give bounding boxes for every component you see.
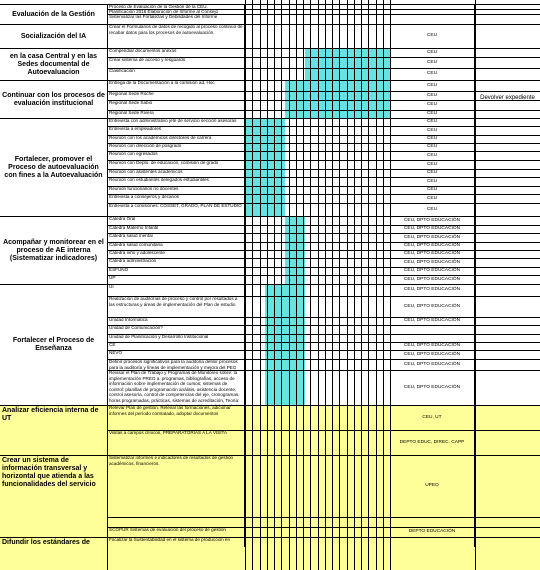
responsible-cell: UPEO [390,455,475,517]
group-label: Fortalecer el Proceso de Enseñanza [0,284,108,405]
responsible-cell: CEU [390,169,475,177]
activity-cell: Entrevista a comisiones: COSSET, GRADO, PLAN DE ESTUDIO [108,203,245,216]
group-label: Acompañar y monitorear en el proceso de AE interna (Sistematizar indicadores) [0,216,108,284]
timeline-gridline [281,0,282,570]
timeline-fill [265,342,305,350]
timeline-fill [285,225,305,233]
activity-cell: ESFUNO [108,267,245,275]
timeline-fill [285,242,305,250]
responsible-cell: CEU [390,68,475,80]
responsible-cell: CEU, DPTO EDUCACIÓN [390,242,475,250]
timeline-fill [245,143,285,151]
group-label: Analizar eficiencia interna de UT [0,405,108,455]
responsible-cell: CEU, DPTO EDUCACIÓN [390,370,475,405]
timeline-gridline [252,0,253,570]
activity-cell: Clasificación [108,68,245,80]
timeline-fill [285,216,305,225]
activity-cell: Relevar Plan de gestión. Relevar las formaciones, adicionar informes del período contratado, adoptar documentos [108,405,245,430]
timeline-gridline [289,0,290,570]
timeline-gridline [245,0,246,570]
responsible-cell: CEU, DPTO EDUCACIÓN [390,284,475,296]
timeline-fill [245,186,285,194]
timeline-gridline [296,0,297,570]
activity-cell: Cátedra niño y adolescente [108,250,245,258]
group-label: Evaluación de la Gestión [0,4,108,24]
activity-cell: Focalizar la Sustentabilidad en el sistema de producción en [108,537,245,547]
activity-cell: Reunión con dirección de posgrado [108,143,245,151]
timeline-fill [245,160,285,169]
timeline-fill [245,118,285,126]
timeline-gridline [274,0,275,570]
timeline-fill [245,194,285,203]
responsible-cell: CEU [390,143,475,151]
group-label: Socialización del IA [0,24,108,48]
activity-cell: Unidad de Comunicación? [108,325,245,334]
responsible-cell: DEPTO EDUCACIÓN [390,527,475,537]
responsible-cell: CEU [390,126,475,135]
responsible-cell [390,325,475,334]
timeline-fill [265,284,305,296]
responsible-cell: CEU, DPTO EDUCACIÓN [390,359,475,370]
responsible-cell: CEU [390,135,475,143]
timeline-gridline [325,0,326,570]
timeline-fill [285,91,390,100]
activity-cell: Crear sistema de acceso y resguardo [108,57,245,68]
responsible-cell: CEU [390,118,475,126]
timeline-fill [265,296,305,317]
timeline-gridline [260,0,261,570]
responsible-cell: CEU, DPTO EDUCACIÓN [390,250,475,258]
activity-cell: Planificación 2016 Elaboración de Informe al Consejo [108,9,245,14]
timeline-gridline [332,0,333,570]
responsible-cell: CEU [390,160,475,169]
timeline-gridline [318,0,319,570]
activity-cell: Proceso de Evaluación de la Gestión de la CEU. [108,4,245,9]
responsible-cell: CEU, DPTO EDUCACIÓN [390,267,475,275]
timeline-fill [265,359,305,370]
activity-cell: UP [108,275,245,284]
activity-cell: Reunión funcionarios no docentes [108,186,245,194]
activity-cell [108,517,245,527]
timeline-fill [285,233,305,242]
activity-cell: Entrevista a empleadores [108,126,245,135]
activity-cell: Revisar el Plan de Trabajo y Programas de Monitoreo sobre: la implementación PREG a. programas, bibliografías, acceso de información sobre implementación de cursos; sistemas de control: planillas de programación análisis, asistencia docente, control asesoría, control de competencias del eje, cronogramas, horas programadas, prácticas, sistemas de acreditación, Teoría: [108,370,245,405]
timeline-fill [285,258,305,267]
timeline-fill [285,267,305,275]
responsible-cell: CEU, DPTO EDUCACIÓN [390,258,475,267]
activity-cell: Unidad de Planificación y Desarrollo Institucional [108,334,245,342]
activity-cell: Reunión con asistentes académicos [108,169,245,177]
responsible-cell: DEPTO EDUC, DIREC. CAPP [390,430,475,455]
timeline-fill [245,126,285,135]
activity-cell: Cátedra salud comunitaria [108,242,245,250]
timeline-gridline [390,0,391,570]
timeline-gridline [383,0,384,570]
timeline-gridline [303,0,304,570]
responsible-cell: CEU [390,194,475,203]
responsible-cell [390,14,475,24]
activity-cell: Regional Sede Sabio [108,100,245,110]
timeline-fill [285,80,390,91]
timeline-gridline [376,0,377,570]
timeline-fill [285,100,390,110]
activity-cell: Unidad Informática [108,317,245,325]
responsible-cell [390,537,475,547]
activity-cell: Entrevista a consejeros y decanos [108,194,245,203]
responsible-cell: CEU [390,24,475,48]
activity-cell: Definir procesos significativos para la auditoría definir procesos para la auditoría y líneas de implementación y mejora del PEG [108,359,245,370]
responsible-cell: CEU, DPTO EDUCACIÓN [390,233,475,242]
timeline-gridline [361,0,362,570]
group-label: Fortalecer, promover el Proceso de autoevaluación con fines a la Autoevaluación [0,118,108,216]
responsible-cell: CEU, DPTO EDUCACIÓN [390,342,475,350]
activity-cell: UI [108,284,245,296]
timeline-fill [265,350,305,359]
timeline-fill [265,334,305,342]
timeline-fill [265,370,305,405]
timeline-fill [285,110,390,118]
responsible-cell: CEU [390,57,475,68]
responsible-cell: CEU, DPTO EDUCACIÓN [390,275,475,284]
activity-cell: Reunión con los académicos directores de carrera [108,135,245,143]
activity-cell: Reunión con estudiantes delegados estudiantiles [108,177,245,186]
responsible-cell: CEU, DPTO EDUCACIÓN [390,350,475,359]
responsible-cell: CEU, UT [390,405,475,430]
responsible-cell: CEU, DPTO EDUCACIÓN [390,225,475,233]
group-label: Difundir los estándares de [0,537,108,570]
activity-cell: Cátedra Materno Infantil [108,225,245,233]
timeline-gridline [310,0,311,570]
timeline-gridline [267,0,268,570]
group-label: en la casa Central y en las Sedes documental de Autoevaluacion [0,48,108,80]
timeline-fill [245,135,285,143]
activity-cell: Reunión con egresados [108,151,245,160]
table-border-line [475,0,476,570]
timeline-fill [245,203,285,216]
timeline-fill [265,325,305,334]
activity-cell: Sistematizar las Fortalezas y Debilidades del Informe [108,14,245,24]
responsible-cell: CEU [390,100,475,110]
timeline-gridline [347,0,348,570]
responsible-cell: CEU [390,177,475,186]
responsible-cell: CEU [390,203,475,216]
timeline-fill [245,177,285,186]
timeline-fill [245,151,285,160]
observation-cell: Devolver expediente [480,95,535,101]
timeline-fill [265,317,305,325]
activity-cell: Visitas a campos clínicos, PREPARATORIAS A LA VISITA [108,430,245,455]
group-label: Continuar con los procesos de evaluación institucional [0,80,108,118]
timeline-gridline [368,0,369,570]
activity-cell: Reunión con Depto. de educación, comisión de grado [108,160,245,169]
activity-cell: Cátedra Oral [108,216,245,225]
responsible-cell: CEU, DPTO EDUCACIÓN [390,317,475,325]
activity-cell: Entrevista con administrativo jefe de servicio sección asesoras [108,118,245,126]
responsible-cell: CEU [390,186,475,194]
activity-cell: NEVO [108,350,245,359]
timeline-gridline [339,0,340,570]
activity-cell: Cátedra salud mental [108,233,245,242]
activity-cell: Compendiar documentos anexos [108,48,245,57]
activity-cell: Crear el Formularios de datos de recogido al proceso continuo de recabar datos para los procesos de autoevaluación. [108,24,245,48]
responsible-cell: CEU [390,48,475,57]
timeline-gridline [354,0,355,570]
responsible-cell: CEU [390,110,475,118]
timeline-fill [245,169,285,177]
responsible-cell: CEU [390,91,475,100]
responsible-cell: CEU, DPTO EDUCACIÓN [390,216,475,225]
activity-cell: Entrega de la Documentación a la comisión ad. Hoc [108,80,245,91]
responsible-cell [390,334,475,342]
activity-cell: Cátedra administración [108,258,245,267]
group-label: Crear un sistema de información transversal y horizontal que atienda a las funcionalidades del servicio [0,455,108,537]
activity-cell: Regional Sede Roche [108,91,245,100]
responsible-cell: CEU, DPTO EDUCACIÓN [390,296,475,317]
activity-cell: Regional Sede Rivera [108,110,245,118]
activity-cell: CE [108,342,245,350]
activity-cell: SCOPUR Sistemas de evaluación del proceso de gestión [108,527,245,537]
responsible-cell: CEU [390,80,475,91]
timeline-fill [285,250,305,258]
responsible-cell: CEU [390,151,475,160]
activity-cell: Sistematizar informes e indicadores de resultados de gestión académicos, financieros. [108,455,245,517]
activity-cell: Realización de auditorías de proceso y control por resultados a las estructuras y áreas de implementación del Plan de estudio [108,296,245,317]
responsible-cell [390,517,475,527]
timeline-fill [285,275,305,284]
